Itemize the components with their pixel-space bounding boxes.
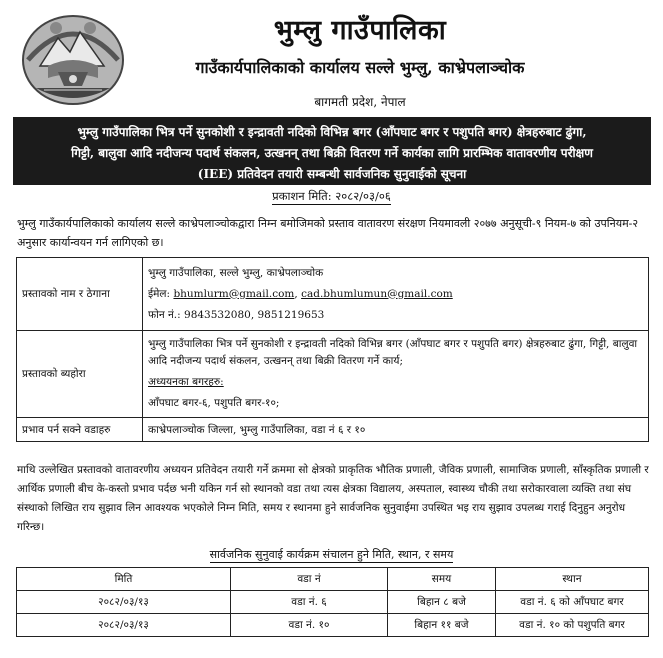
proposal-details-table	[16, 257, 649, 442]
phone-line: फोन नं.: 9843532080, 9851219653	[148, 308, 325, 321]
office-name: गाउँकार्यपालिकाको कार्यालय सल्ले भुम्लु, काभ्रेपलाञ्चोक	[195, 58, 525, 77]
date-cell: २०८२/०३/१३	[17, 591, 231, 614]
detail-info	[143, 331, 649, 418]
table-row	[17, 331, 649, 418]
table-row	[17, 258, 649, 331]
notice-heading-box	[13, 117, 651, 185]
detail-label: प्रस्तावको ब्यहोरा	[17, 331, 143, 418]
place-cell: वडा नं. १० को पशुपति बगर	[496, 614, 649, 637]
affected-wards-label: प्रभाव पर्न सक्ने वडाहरु	[17, 418, 143, 442]
nepal-emblem-icon	[18, 8, 128, 108]
email-label: ईमेल:	[148, 287, 171, 300]
time-cell: बिहान ११ बजे	[388, 614, 496, 637]
date-cell: २०८२/०३/१३	[17, 614, 231, 637]
email-link-2[interactable]: cad.bhumlumun@gmail.com	[301, 287, 453, 300]
page-title: भुम्लु गाउँपालिका	[273, 15, 447, 46]
schedule-title-text: सार्वजनिक सुनुवाई कार्यक्रम संचालन हुने मिति, स्थान, र समय	[209, 548, 454, 561]
notice-heading-line: (IEE) प्रतिवेदन तयारी सम्बन्धी सार्वजनिक सुनुवाईको सूचना	[197, 167, 467, 181]
email-separator: ,	[294, 287, 298, 300]
column-header-date: मिति	[17, 568, 231, 591]
province-name: बागमती प्रदेश, नेपाल	[314, 95, 406, 109]
ward-cell: वडा नं. १०	[231, 614, 388, 637]
ward-cell: वडा नं. ६	[231, 591, 388, 614]
email-link-1[interactable]: bhumlurm@gmail.com	[173, 287, 295, 300]
proponent-info	[143, 258, 649, 331]
affected-wards: काभ्रेपलाञ्चोक जिल्ला, भुम्लु गाउँपालिका, वडा नं ६ र १०	[143, 418, 649, 442]
detail-text: भुम्लु गाउँपालिका भित्र पर्ने सुनकोशी र इन्द्रावती नदिको विभिन्न बगर (आँपघाट बगर र पशुपति बगर) क्षेत्रहरुबाट ढुंगा, गिट्टी, बालुवा आदि नदीजन्य पदार्थ संकलन, उत्खनन् तथा बिक्री वितरण गर्ने कार्य;	[148, 338, 638, 367]
study-areas: आँपघाट बगर-६, पशुपति बगर-१०;	[148, 397, 280, 409]
proponent-name: भुम्लु गाउँपालिका, सल्ले भुम्लु, काभ्रेपलाञ्चोक	[148, 266, 324, 279]
study-areas-label: अध्ययनका बगरहरु:	[148, 376, 224, 388]
publication-date-text: प्रकाशन मिति: २०८२/०३/०६	[272, 189, 391, 203]
email-line	[148, 284, 643, 305]
notice-heading-line: गिट्टी, बालुवा आदि नदीजन्य पदार्थ संकलन, उत्खनन् तथा बिक्री वितरण गर्ने कार्यका लागि प्रारम्भिक वातावरणीय परीक्षण	[71, 146, 593, 160]
time-cell: बिहान ८ बजे	[388, 591, 496, 614]
schedule-table	[16, 567, 649, 637]
place-cell: वडा नं. ६ को आँपघाट बगर	[496, 591, 649, 614]
publication-date	[0, 189, 663, 204]
column-header-ward: वडा नं	[231, 568, 388, 591]
schedule-title	[0, 547, 663, 562]
column-header-place: स्थान	[496, 568, 649, 591]
request-paragraph: माथि उल्लेखित प्रस्तावको वातावरणीय अध्ययन प्रतिवेदन तयारी गर्ने क्रममा सो क्षेत्रको प्राकृतिक भौतिक प्रणाली, जैविक प्रणाली, सामाजिक प्रणाली, साँस्कृतिक प्रणाली र आर्थिक प्रणाली बीच के-कस्तो प्रभाव पर्दछ भनी यकिन गर्न सो स्थानको वडा तथा त्यस क्षेत्रका विद्यालय, अस्पताल, स्वास्थ्य चौकी तथा सरोकारवाला व्यक्ति तथा संघ संस्थाको लिखित राय सुझाव लिन आवश्यक भएकोले निम्न मिति, समय र स्थानमा हुने सार्वजनिक सुनुवाईमा उपस्थित भइ राय सुझाव उपलब्ध गराई दिनुहुन अनुरोध गरिन्छ।	[17, 464, 649, 533]
column-header-time: समय	[388, 568, 496, 591]
proponent-label: प्रस्तावको नाम र ठेगाना	[17, 258, 143, 331]
table-row	[17, 614, 649, 637]
intro-paragraph: भुम्लु गाउँकार्यपालिकाको कार्यालय सल्ले काभ्रेपलाञ्चोकद्वारा निम्न बमोजिमको प्रस्ताव वातावरण संरक्षण नियमावली २०७७ अनुसूची-९ नियम-७ को उपनियम-२ अनुसार कार्यान्वयन गर्न लागिएको छ।	[17, 217, 639, 249]
table-row	[17, 591, 649, 614]
table-row	[17, 418, 649, 442]
table-header-row	[17, 568, 649, 591]
notice-heading-line: भुम्लु गाउँपालिका भित्र पर्ने सुनकोशी र इन्द्रावती नदिको विभिन्न बगर (आँपघाट बगर र पशुपति बगर) क्षेत्रहरुबाट ढुंगा,	[77, 125, 587, 139]
